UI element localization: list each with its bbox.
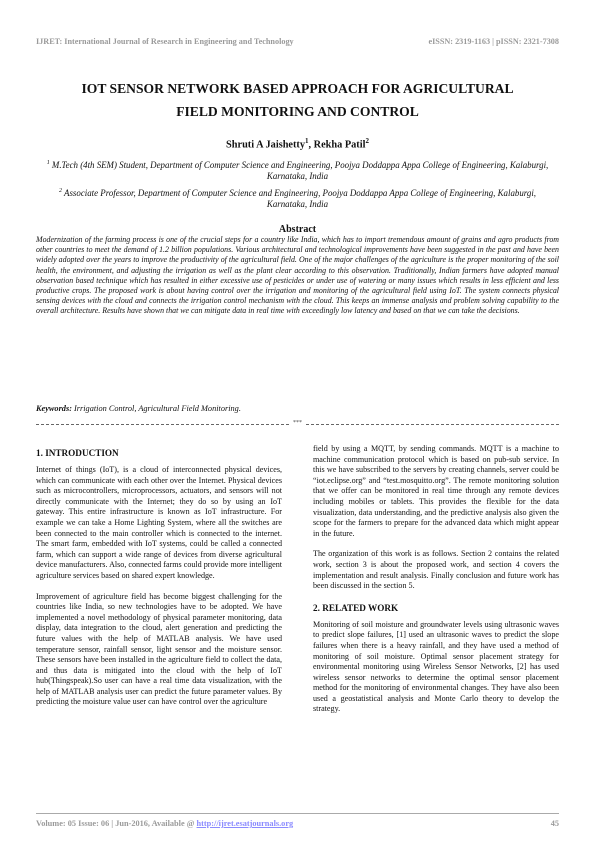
affiliation-2 <box>40 186 555 210</box>
keywords-text: Irrigation Control, Agricultural Field Monitoring. <box>71 404 241 413</box>
footer-volume-text: Volume: 05 Issue: 06 | Jun-2016, Available @ <box>36 819 197 828</box>
page-number: 45 <box>550 819 559 828</box>
keywords <box>36 404 559 413</box>
introduction-paragraph-2: Improvement of agriculture field has become biggest challenging for the countries like India, so new technologies have to be adopted. We have implemented a novel methodology of physical parameter monitoring, data display, data integration to the cloud, alert generation and predicting the future values with the help of MATLAB analysis. We have used temperature sensor, rainfall sensor, light sensor and the moisture sensor. These sensors have been installed in the agriculture field to collect the data, and thus data is mitigated into the cloud with the help of IoT hub(Thingspeak).So user can have a real time data visualization, with the help of MATLAB analysis user can predict the future parameter values. By predicting the moisture value user can have control over the agriculture <box>36 591 282 707</box>
paper-title <box>30 77 565 123</box>
journal-url-link[interactable]: http://ijret.esatjournals.org <box>196 819 294 828</box>
paper-title-line-2: FIELD MONITORING AND CONTROL <box>176 104 419 119</box>
keywords-label: Keywords: <box>36 404 72 413</box>
journal-name: IJRET: International Journal of Research in Engineering and Technology <box>36 37 294 46</box>
author-1: Shruti A Jaishetty <box>226 139 306 151</box>
affiliation-2-text: Associate Professor, Department of Computer Science and Engineering, Poojya Doddappa Appa College of Engineering, Kalaburgi, Karnataka, India <box>64 187 537 209</box>
abstract-text: Modernization of the farming process is one of the crucial steps for a country like India, which has to import tremendous amount of grains and agro products from other countries to meet the demand of 1.2 billion populations. Various architectural and technological improvements have been suggested in the past and have been widely adopted over the years to improve the productivity of the agricultural field. One of the major challenges of the agriculture is the proper monitoring of the soil health, the environment, and adjusting the irrigation as well as the plant clear according to this observation. Traditionally, Indian farmers have adopted manual observation based technique which has resulted in either excessive use of pesticides or under use of watering or many issues which results in less efficient and less productive crops. The proposed work is about having control over the irrigation and monitoring of the agricultural field using IoT. The system connects physical sensing devices with the cloud and connects the irrigation control mechanism with the cloud. This keeps an immense analysis and problem solving capability to the overall architecture. Results have shown that we can mitigate data in real time with exceedingly low latency and based on that we can take the decisions. <box>36 235 559 316</box>
introduction-heading: 1. INTRODUCTION <box>36 448 119 458</box>
introduction-paragraph-3: field by using a MQTT, by sending commands. MQTT is a machine to machine communication protocol which is based on pub-sub service. In this we have subscribed to the servers by creating channels, server could be “iot.eclipse.org” and “test.mosquitto.org”. The remote monitoring solution that we offer can be monitored in real time through any remote devices including mobiles or tablets. This provides the flexible for the data visualization, data understanding, and the predictive analysis also given the scope for the farmers to prepare for the advanced data which might appear in the future. <box>313 444 559 538</box>
issn: eISSN: 2319-1163 | pISSN: 2321-7308 <box>428 37 559 46</box>
running-footer <box>36 819 559 831</box>
paper-title-line-1: IOT SENSOR NETWORK BASED APPROACH FOR AGRICULTURAL <box>81 81 514 96</box>
footer-volume <box>36 819 293 828</box>
affiliation-1-sup: 1 <box>46 160 50 166</box>
authors <box>30 137 565 150</box>
affiliation-2-sup: 2 <box>58 188 62 194</box>
section-separator <box>36 420 559 428</box>
footer-rule <box>36 813 559 814</box>
right-column <box>313 444 559 725</box>
separator-stars: *** <box>293 420 302 426</box>
author-2: Rekha Patil <box>313 139 366 151</box>
author-1-sup: 1 <box>305 137 309 145</box>
affiliation-1 <box>40 158 555 182</box>
introduction-paragraph-1: Internet of things (IoT), is a cloud of interconnected physical devices, which can communicate with each other over the Internet. Physical devices such as microcontrollers, microprocessors, actuators, and sensors will not directly communicate with the Internet; they do so by using an IoT gateway. This entire infrastructure is known as IoT infrastructure. For example we can take a Home Lighting System, where all the switches are been connected to the main controller which is connected to the internet. The smart farm, embedded with IoT systems, could be called a connected farm, which can support a wide range of devices from diverse agricultural device manufacturers. Also, connected farms could provide more intelligent agriculture services based on shared expert knowledge. <box>36 465 282 580</box>
running-header <box>36 37 559 49</box>
affiliation-1-text: M.Tech (4th SEM) Student, Department of Computer Science and Engineering, Poojya Doddappa Appa College of Engineering, Kalaburgi, Karnataka, India <box>51 159 549 181</box>
left-column <box>36 447 282 718</box>
author-separator: , <box>308 139 314 151</box>
related-work-heading: 2. RELATED WORK <box>313 602 399 613</box>
introduction-paragraph-4: The organization of this work is as follows. Section 2 contains the related work, section 3 is about the proposed work, and section 4 covers the implementation and result analysis. Finally conclusion and future work has been discussed in the section 5. <box>313 549 559 591</box>
abstract-heading: Abstract <box>278 224 317 235</box>
related-work-paragraph-1: Monitoring of soil moisture and groundwater levels using ultrasonic waves to predict slope failures, [1] used an ultrasonic waves to predict the slope failures when there is a heavy rainfall, and they have used a method of monitoring of soil moisture. Optimal sensor placement strategy for environmental monitoring using Wireless Sensor Networks, [2] has used wireless sensor networks to determine the optimal sensor placement method for the monitoring of environmental changes. They have also been used a geostatistical analysis and Monte Carlo theory to develop the strategy. <box>313 619 559 714</box>
author-2-sup: 2 <box>365 137 369 145</box>
